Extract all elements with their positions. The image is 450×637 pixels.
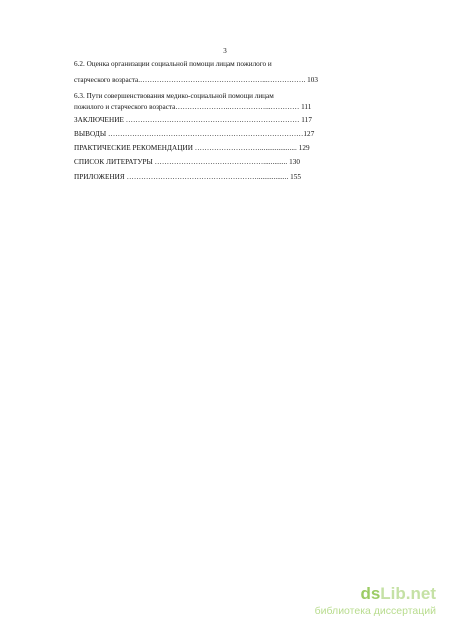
toc-entry-recommendations: ПРАКТИЧЕСКИЕ РЕКОМЕНДАЦИИ ……………………….................... 129 — [74, 144, 310, 152]
watermark-logo-ds: ds — [360, 584, 381, 603]
toc-entry-6-3-title: 6.3. Пути совершенствования медико-социальной помощи лицам — [74, 92, 274, 100]
toc-entry-6-2-continued: старческого возраста.……………………………………………...……………. 103 — [74, 76, 318, 84]
toc-entry-appendices: ПРИЛОЖЕНИЯ ………………………………………………................. 155 — [74, 173, 302, 181]
watermark-subtitle: библиотека диссертаций — [314, 605, 436, 617]
watermark-logo-lib: Lib.net — [380, 584, 436, 603]
watermark-logo — [315, 585, 436, 603]
toc-entry-findings: ВЫВОДЫ ………………………………………………………………………127 — [74, 130, 315, 138]
page-number: 3 — [223, 47, 227, 55]
watermark — [315, 585, 436, 617]
toc-entry-6-2-title: 6.2. Оценка организации социальной помощи лицам пожилого и — [74, 60, 272, 68]
toc-entry-references: СПИСОК ЛИТЕРАТУРЫ ………………………………………............. 130 — [74, 158, 301, 166]
toc-entry-6-3-continued: пожилого и старческого возраста…………………..……………...………… 111 — [74, 103, 312, 111]
toc-entry-conclusion: ЗАКЛЮЧЕНИЕ ……………………………………………………………… 117 — [74, 116, 312, 124]
